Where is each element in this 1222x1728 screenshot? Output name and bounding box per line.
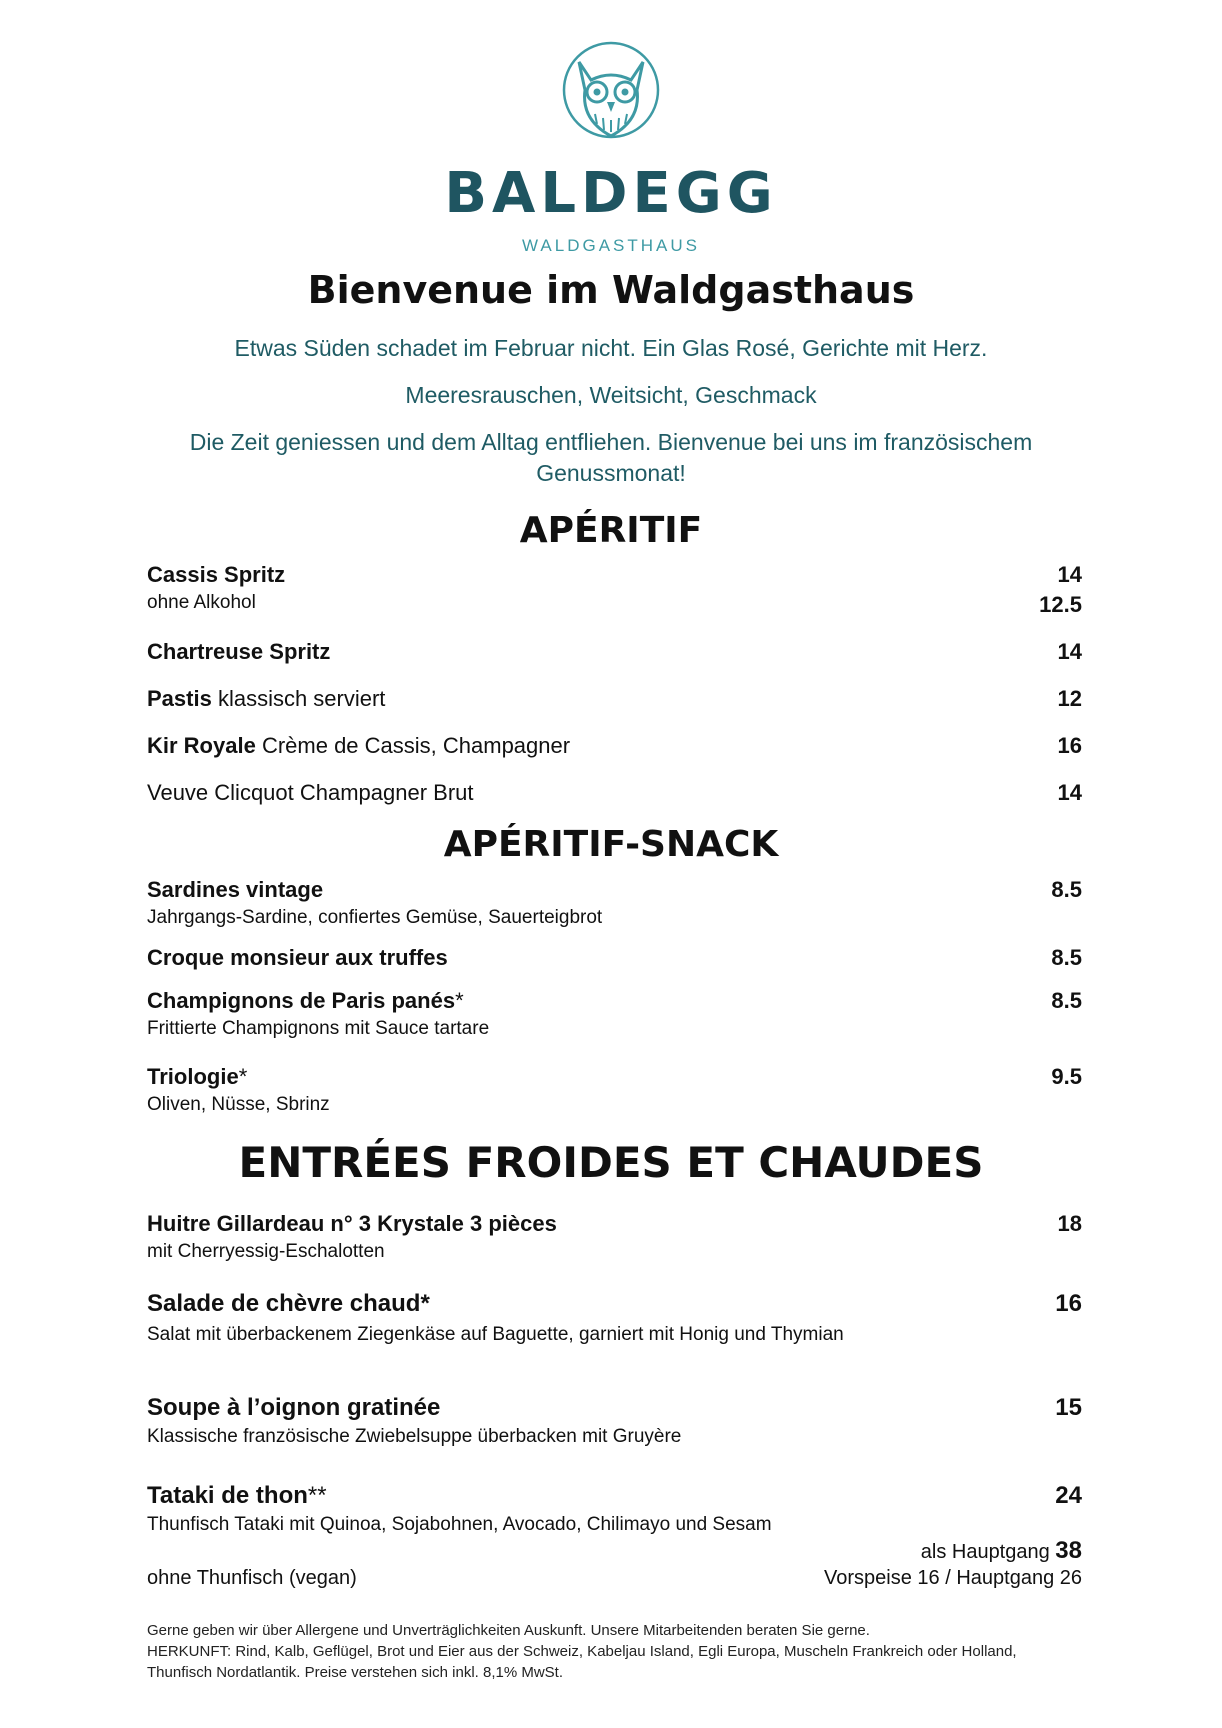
item-price: 15	[1055, 1394, 1082, 1421]
item-name: Croque monsieur aux truffes	[147, 945, 448, 970]
menu-item	[147, 1288, 1082, 1347]
logo	[0, 40, 1222, 256]
item-price: 8.5	[1051, 877, 1082, 902]
item-price: 12	[1057, 686, 1082, 711]
main-course-price: 38	[1055, 1537, 1082, 1564]
item-price: 16	[1055, 1290, 1082, 1317]
section-title-snack: APÉRITIF-SNACK	[443, 824, 779, 865]
item-mark: *	[238, 1064, 248, 1089]
item-price: 16	[1057, 733, 1082, 758]
item-desc: Klassische französische Zwiebelsuppe überbacken mit Gruyère	[147, 1426, 682, 1447]
item-name: Soupe à l’oignon gratinée	[147, 1394, 441, 1421]
menu-item	[147, 1209, 1082, 1264]
footer-line-1: Gerne geben wir über Allergene und Unverträglichkeiten Auskunft. Unsere Mitarbeitenden beraten Sie gerne.	[147, 1622, 870, 1639]
menu-item	[147, 1392, 1082, 1449]
item-price: 8.5	[1051, 945, 1082, 970]
item-name: Huitre Gillardeau n° 3 Krystale 3 pièces	[147, 1211, 557, 1236]
menu-item	[147, 1480, 1082, 1537]
section-title-entrees: ENTRÉES FROIDES ET CHAUDES	[238, 1138, 984, 1187]
menu-item	[147, 778, 1082, 808]
item-desc: Crème de Cassis, Champagner	[255, 733, 571, 758]
item-desc: Oliven, Nüsse, Sbrinz	[147, 1094, 330, 1115]
item-mark: **	[307, 1482, 327, 1509]
menu-item	[147, 637, 1082, 667]
brand-name: BALDEGG	[444, 161, 778, 226]
item-alt-price: 12.5	[1039, 592, 1082, 617]
section-title-aperitif: APÉRITIF	[519, 510, 703, 551]
menu-item	[147, 731, 1082, 761]
item-desc: mit Cherryessig-Eschalotten	[147, 1241, 385, 1262]
main-course-option	[921, 1537, 1082, 1565]
item-desc: klassisch serviert	[211, 686, 386, 711]
item-desc: ohne Alkohol	[147, 592, 256, 613]
item-price: 14	[1057, 562, 1082, 587]
vegan-price: Vorspeise 16 / Hauptgang 26	[824, 1567, 1082, 1589]
main-course-label: als Hauptgang	[920, 1541, 1056, 1563]
item-desc: Frittierte Champignons mit Sauce tartare	[147, 1018, 490, 1039]
item-price: 18	[1057, 1211, 1082, 1236]
item-desc: Thunfisch Tataki mit Quinoa, Sojabohnen, Avocado, Chilimayo und Sesam	[147, 1514, 772, 1535]
item-mark: *	[455, 988, 464, 1013]
item-name: Tataki de thon	[147, 1482, 308, 1509]
item-price: 8.5	[1051, 988, 1082, 1013]
item-name: Champignons de Paris panés	[147, 988, 456, 1013]
footer-line-2: HERKUNFT: Rind, Kalb, Geflügel, Brot und Eier aus der Schweiz, Kabeljau Island, Egli Europa, Muscheln Frankreich oder Holland,	[147, 1643, 1017, 1660]
item-name: Triologie	[147, 1064, 239, 1089]
page-title: Bienvenue im Waldgasthaus	[307, 268, 915, 312]
brand-subtitle: WALDGASTHAUS	[521, 236, 700, 255]
item-desc: Jahrgangs-Sardine, confiertes Gemüse, Sauerteigbrot	[147, 907, 603, 928]
item-name: Pastis	[147, 686, 212, 711]
item-price: 14	[1057, 639, 1082, 664]
item-price: 9.5	[1051, 1064, 1082, 1089]
owl-logo-icon	[557, 40, 665, 144]
menu-item	[147, 560, 1082, 615]
item-name: Chartreuse Spritz	[147, 639, 331, 664]
vegan-label: ohne Thunfisch (vegan)	[147, 1567, 357, 1589]
menu-item	[147, 986, 1082, 1041]
vegan-option	[147, 1566, 1082, 1591]
item-price: 14	[1057, 780, 1082, 805]
intro-line-2: Meeresrauschen, Weitsicht, Geschmack	[405, 382, 817, 408]
item-name: Sardines vintage	[147, 877, 324, 902]
item-name: Kir Royale	[147, 733, 256, 758]
menu-item	[147, 684, 1082, 714]
item-name: Cassis Spritz	[147, 562, 286, 587]
item-desc: Salat mit überbackenem Ziegenkäse auf Baguette, garniert mit Honig und Thymian	[147, 1324, 844, 1345]
footer-line-3: Thunfisch Nordatlantik. Preise verstehen sich inkl. 8,1% MwSt.	[147, 1664, 564, 1681]
item-price: 24	[1055, 1482, 1082, 1509]
menu-item	[147, 1062, 1082, 1117]
intro-line-3: Die Zeit geniessen und dem Alltag entfliehen. Bienvenue bei uns im französischem Genussmonat!	[189, 429, 1033, 486]
item-name: Veuve Clicquot Champagner Brut	[147, 780, 474, 805]
intro-line-1: Etwas Süden schadet im Februar nicht. Ein Glas Rosé, Gerichte mit Herz.	[234, 335, 988, 361]
menu-item	[147, 875, 1082, 930]
footer-note	[147, 1620, 1082, 1683]
menu-item	[147, 943, 1082, 973]
item-name: Salade de chèvre chaud*	[147, 1290, 430, 1317]
